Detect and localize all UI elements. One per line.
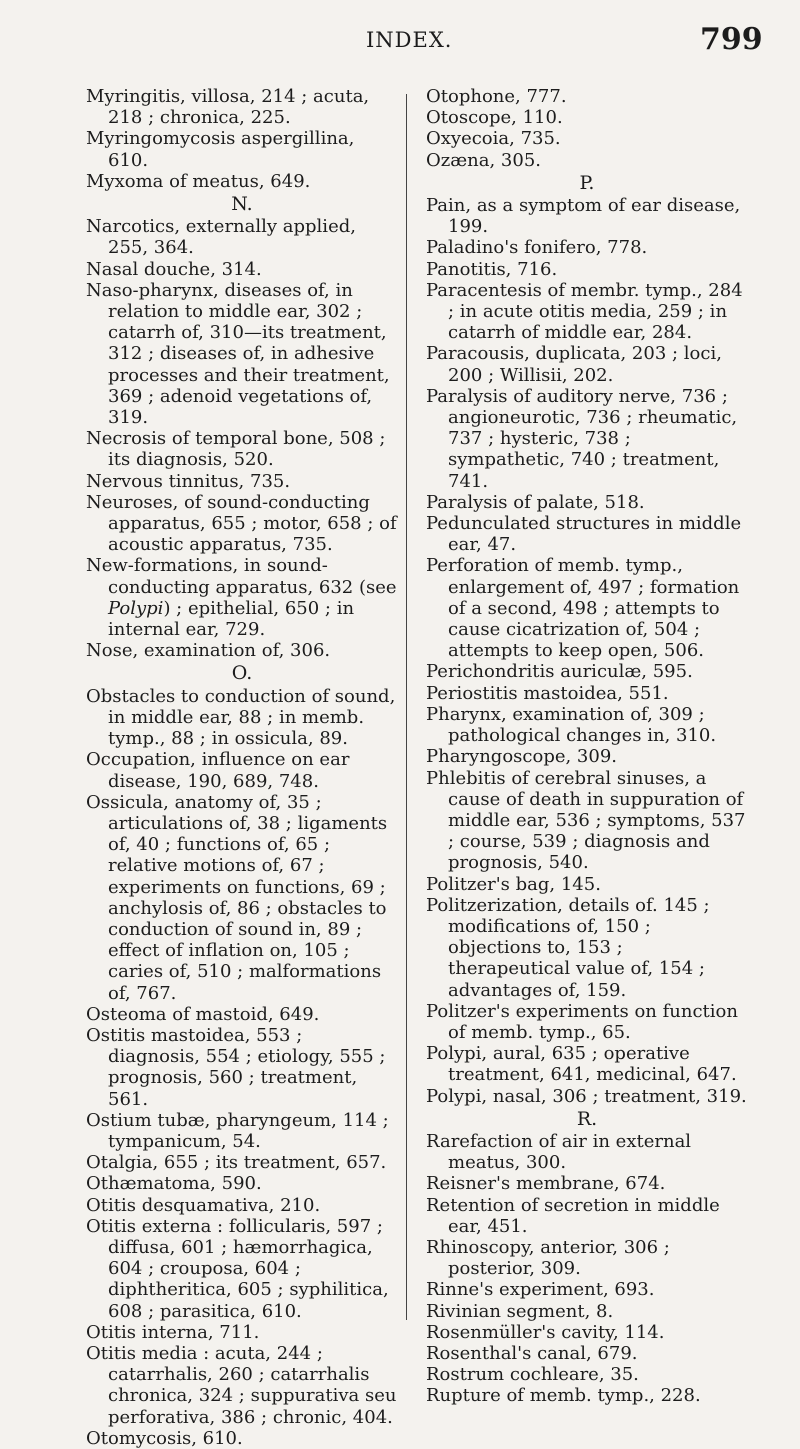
index-entry: Ossicula, anatomy of, 35 ; articulations of, 38 ; ligaments of, 40 ; functions of, 65 ; relative motions of, 67 ; experiments on functions, 69 ; anchylosis of, 86 ; obstacles to conduction of sound in, 89 ; effect of inflation on, 105 ; caries of, 510 ; malformations of, 767. — [86, 791, 388, 1004]
index-entry: Obstacles to conduction of sound, in middle ear, 88 ; in memb. tymp., 88 ; in ossicula, 89. — [86, 685, 396, 750]
index-entry: Pain, as a symptom of ear disease, 199. — [426, 195, 741, 238]
index-entry: Myringomycosis aspergillina, 610. — [86, 128, 355, 171]
index-entry: Rinne's experiment, 693. — [426, 1279, 655, 1301]
section-letter-r: R. — [576, 1107, 598, 1130]
entry-text: ) ; epithelial, 650 ; in internal ear, 729. — [108, 597, 355, 641]
index-entry: Paladino's fonifero, 778. — [426, 237, 648, 259]
index-entry: Rarefaction of air in external meatus, 300. — [426, 1130, 692, 1174]
index-entry: Perichondritis auriculæ, 595. — [426, 661, 693, 683]
section-letter-o: O. — [231, 662, 253, 685]
index-entry: Ozæna, 305. — [426, 149, 542, 171]
index-entry: Paracentesis of membr. tymp., 284 ; in acute otitis media, 259 ; in catarrh of middle ear, 284. — [426, 279, 743, 344]
index-entry: Myringitis, villosa, 214 ; acuta, 218 ; chronica, 225. — [86, 86, 370, 129]
column-divider — [406, 94, 407, 1320]
index-entry: Oxyecoia, 735. — [426, 128, 561, 150]
index-entry-new-formations — [86, 555, 398, 640]
index-entry: Narcotics, externally applied, 255, 364. — [86, 216, 356, 259]
index-entry: Otitis media : acuta, 244 ; catarrhalis, 260 ; catarrhalis chronica, 324 ; suppurativa seu perforativa, 386 ; chronic, 404. — [86, 1342, 397, 1428]
entry-text: New-formations, in sound-conducting apparatus, 632 (see — [86, 555, 397, 598]
index-entry: Paracousis, duplicata, 203 ; loci, 200 ; Willisii, 202. — [426, 343, 722, 386]
index-entry: Rivinian segment, 8. — [426, 1300, 614, 1322]
index-entry: Nervous tinnitus, 735. — [86, 470, 291, 492]
index-entry: Otitis desquamativa, 210. — [86, 1194, 321, 1216]
index-entry: Otalgia, 655 ; its treatment, 657. — [86, 1152, 387, 1174]
index-entry: Otophone, 777. — [426, 86, 567, 107]
index-entry: Otitis interna, 711. — [86, 1321, 260, 1343]
index-entry: Periostitis mastoidea, 551. — [426, 682, 669, 704]
index-entry: Panotitis, 716. — [426, 258, 558, 280]
index-entry: Otitis externa : follicularis, 597 ; diffusa, 601 ; hæmorrhagica, 604 ; crouposa, 604 ; diphtheritica, 605 ; syphilitica, 608 ; parasitica, 610. — [86, 1215, 389, 1322]
index-entry: Retention of secretion in middle ear, 451. — [426, 1194, 720, 1237]
page-number: 799 — [700, 22, 763, 57]
section-letter-n: N. — [231, 193, 253, 216]
running-title: INDEX. — [366, 28, 453, 52]
index-entry: Pharynx, examination of, 309 ; pathological changes in, 310. — [426, 703, 717, 747]
index-entry: Pharyngoscope, 309. — [426, 746, 618, 768]
index-entry: Politzer's experiments on function of memb. tymp., 65. — [426, 1000, 738, 1043]
index-entry: Necrosis of temporal bone, 508 ; its diagnosis, 520. — [86, 428, 386, 471]
index-entry: Paralysis of palate, 518. — [426, 491, 645, 513]
index-entry: Phlebitis of cerebral sinuses, a cause of death in suppuration of middle ear, 536 ; symptoms, 537 ; course, 539 ; diagnosis and prognosis, 540. — [426, 767, 746, 874]
index-entry: Ostitis mastoidea, 553 ; diagnosis, 554 ; etiology, 555 ; prognosis, 560 ; treatment, 561. — [86, 1024, 386, 1110]
cross-reference: Polypi — [108, 597, 164, 619]
index-entry: Otomycosis, 610. — [86, 1427, 243, 1449]
index-entry: Nose, examination of, 306. — [86, 640, 331, 662]
index-entry: Otoscope, 110. — [426, 107, 563, 129]
index-entry: Rupture of memb. tymp., 228. — [426, 1385, 701, 1407]
index-entry: Rostrum cochleare, 35. — [426, 1364, 639, 1386]
index-entry: Reisner's membrane, 674. — [426, 1173, 666, 1195]
index-entry: Osteoma of mastoid, 649. — [86, 1003, 320, 1025]
index-entry: Rosenmüller's cavity, 114. — [426, 1321, 665, 1343]
index-entry: Politzer's bag, 145. — [426, 873, 601, 895]
index-entry: Othæmatoma, 590. — [86, 1173, 262, 1195]
index-entry: Ostium tubæ, pharyngeum, 114 ; tympanicum, 54. — [86, 1109, 389, 1152]
right-column — [426, 86, 748, 1407]
index-entry: Rosenthal's canal, 679. — [426, 1342, 638, 1364]
index-entry: Neuroses, of sound-conducting apparatus, 655 ; motor, 658 ; of acoustic apparatus, 735. — [86, 491, 397, 556]
index-entry: Naso-pharynx, diseases of, in relation to middle ear, 302 ; catarrh of, 310—its treatment, 312 ; diseases of, in adhesive processes and their treatment, 369 ; adenoid vegetations of, 319. — [86, 279, 390, 429]
left-column — [86, 86, 398, 1449]
section-letter-p: P. — [579, 171, 595, 194]
index-entry: Rhinoscopy, anterior, 306 ; posterior, 309. — [426, 1236, 670, 1280]
index-entry: Myxoma of meatus, 649. — [86, 170, 311, 192]
index-entry: Pedunculated structures in middle ear, 47. — [426, 513, 742, 556]
index-entry: Paralysis of auditory nerve, 736 ; angioneurotic, 736 ; rheumatic, 737 ; hysteric, 738 ; sympathetic, 740 ; treatment, 741. — [426, 385, 738, 492]
page-header — [0, 0, 800, 80]
index-entry: Occupation, influence on ear disease, 190, 689, 748. — [86, 749, 350, 792]
index-entry: Politzerization, details of. 145 ; modifications of, 150 ; objections to, 153 ; therapeutical value of, 154 ; advantages of, 159. — [426, 894, 710, 1001]
index-entry: Polypi, nasal, 306 ; treatment, 319. — [426, 1085, 747, 1107]
index-entry: Nasal douche, 314. — [86, 258, 262, 280]
index-entry: Polypi, aural, 635 ; operative treatment, 641, medicinal, 647. — [426, 1043, 737, 1086]
index-entry: Perforation of memb. tymp., enlargement of, 497 ; formation of a second, 498 ; attempts to cause cicatrization of, 504 ; attempts to keep open, 506. — [426, 555, 740, 662]
